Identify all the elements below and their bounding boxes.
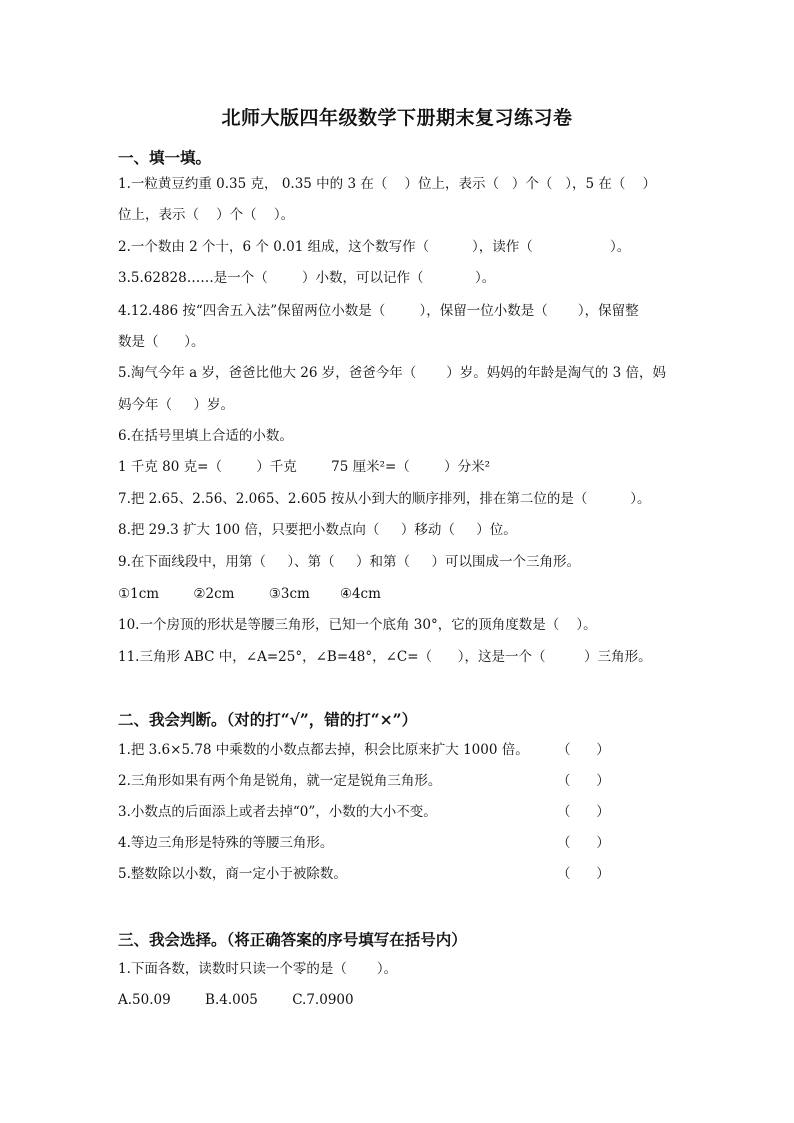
answer-paren: （ ） — [557, 773, 610, 789]
question-line: 7.把 2.65、2.56、2.065、2.605 按从小到大的顺序排列，排在第二位的是（ ）。 — [118, 491, 651, 507]
question-line: 1.下面各数，读数时只读一个零的是（ ）。 — [118, 961, 398, 977]
question-line: 6.在括号里填上合适的小数。 — [118, 428, 293, 444]
question-line: 4.12.486 按“四舍五入法”保留两位小数是（ ），保留一位小数是（ ），保留整 — [118, 303, 639, 319]
section-1-heading: 一、填一填。 — [118, 148, 212, 167]
options-line: A.50.09 B.4.005 C.7.0900 — [118, 992, 354, 1008]
answer-paren: （ ） — [557, 804, 610, 820]
page-title: 北师大版四年级数学下册期末复习练习卷 — [221, 107, 573, 129]
question-line: 11.三角形 ABC 中，∠A=25°，∠B=48°，∠C=（ ），这是一个（ ）三角形。 — [118, 649, 652, 665]
question-line: 5.淘气今年 a 岁，爸爸比他大 26 岁，爸爸今年（ ）岁。妈妈的年龄是淘气的 3 倍，妈 — [118, 365, 666, 381]
question-line: 妈今年（ ）岁。 — [118, 397, 234, 413]
question-line: 数是（ ）。 — [118, 334, 205, 350]
judgement-item: 2.三角形如果有两个角是锐角，就一定是锐角三角形。 — [118, 773, 442, 789]
question-line: 8.把 29.3 扩大 100 倍，只要把小数点向（ ）移动（ ）位。 — [118, 522, 517, 538]
answer-paren: （ ） — [557, 866, 610, 882]
answer-paren: （ ） — [557, 742, 610, 758]
answer-paren: （ ） — [557, 835, 610, 851]
question-line: 2.一个数由 2 个十，6 个 0.01 组成，这个数写作（ ），读作（ ）。 — [118, 239, 631, 255]
judgement-item: 1.把 3.6×5.78 中乘数的小数点都去掉，积会比原来扩大 1000 倍。 — [118, 742, 529, 758]
judgement-item: 4.等边三角形是特殊的等腰三角形。 — [118, 835, 334, 851]
question-line: 3.5.62828……是一个（ ）小数，可以记作（ ）。 — [118, 270, 496, 286]
question-line: 9.在下面线段中，用第（ ）、第（ ）和第（ ）可以围成一个三角形。 — [118, 554, 580, 570]
judgement-item: 5.整数除以小数，商一定小于被除数。 — [118, 866, 347, 882]
question-line: 1.一粒黄豆约重 0.35 克， 0.35 中的 3 在（ ）位上，表示（ ）个（ ），5 在（ ） — [118, 176, 657, 192]
question-line: 1 千克 80 克=（ ）千克 75 厘米²=（ ）分米² — [118, 459, 491, 475]
judgement-item: 3.小数点的后面添上或者去掉“0”，小数的大小不变。 — [118, 804, 437, 820]
question-line: 10.一个房顶的形状是等腰三角形，已知一个底角 30°，它的顶角度数是（ ）。 — [118, 617, 597, 633]
section-3-heading: 三、我会选择。（将正确答案的序号填写在括号内） — [118, 930, 467, 949]
question-line: 位上，表示（ ）个（ ）。 — [118, 207, 295, 223]
section-2-heading: 二、我会判断。（对的打“√”，错的打“×”） — [118, 710, 418, 729]
options-line: ①1cm ②2cm ③3cm ④4cm — [118, 586, 381, 602]
